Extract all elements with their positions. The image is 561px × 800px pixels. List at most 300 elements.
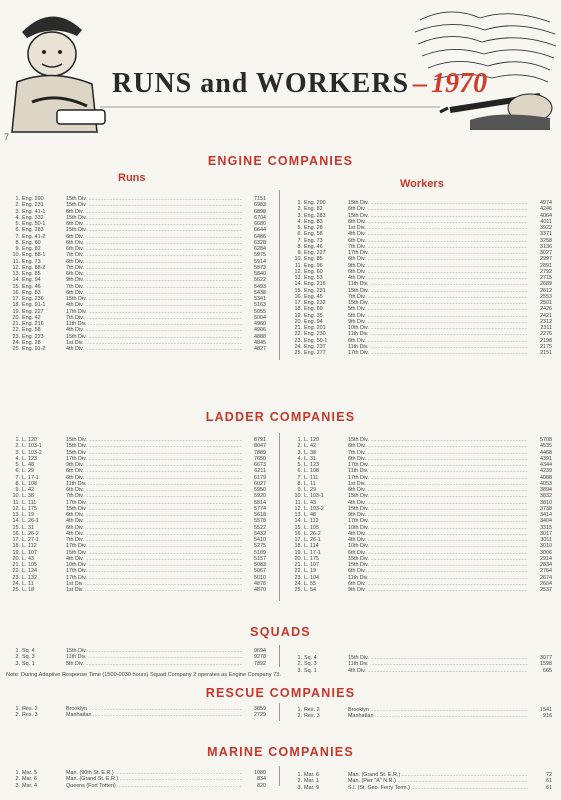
rank-number: 22.	[12, 327, 20, 334]
company-unit: Eng. 223	[22, 333, 44, 340]
division: 6th Div. .....	[348, 269, 528, 275]
company-unit: L. 108	[304, 468, 319, 475]
count-value: 2312	[540, 318, 552, 325]
company-unit: L. 55	[304, 580, 316, 587]
division: 4th Div. .....	[66, 302, 242, 308]
rank-number: 8.	[15, 480, 20, 487]
count-value: 916	[543, 713, 552, 720]
rank-number: 4.	[15, 455, 20, 462]
division: 7th Div. .....	[66, 252, 242, 258]
division: 4th Div. .....	[348, 500, 528, 506]
division: 6th Div. .....	[66, 290, 242, 296]
division: 17th Div. .....	[348, 350, 528, 356]
company-unit: L. 105	[304, 524, 319, 531]
count-value: 6027	[254, 480, 266, 487]
title-underline	[100, 104, 440, 110]
count-value: 4239	[540, 468, 552, 475]
division: 15th Div. .....	[348, 655, 528, 661]
company-unit: Eng. 83	[22, 289, 41, 296]
company-unit: L. 26-2	[22, 530, 39, 537]
division: Manhattan .....	[66, 712, 242, 718]
rank-number: 3.	[297, 212, 302, 219]
company-unit: Sq. 3	[22, 654, 35, 661]
company-unit: Eng. 94	[22, 277, 41, 284]
count-value: 2834	[540, 562, 552, 568]
company-unit: Eng. 46	[22, 283, 41, 290]
count-value: 4468	[540, 449, 552, 456]
count-value: 6328	[254, 239, 266, 246]
rank-number: 1.	[15, 648, 20, 654]
rank-number: 6.	[15, 227, 20, 234]
count-value: 9694	[254, 648, 266, 654]
division: 1st Div. .....	[66, 587, 242, 593]
rank-number: 14.	[294, 281, 302, 288]
rank-number: 19.	[12, 308, 20, 315]
rank-number: 3.	[15, 449, 20, 456]
company-unit: Eng. 82	[304, 206, 323, 213]
rank-number: 9.	[297, 487, 302, 493]
company-unit: L. 108	[22, 480, 37, 487]
division: 11th Div. .....	[348, 661, 528, 667]
company-unit: L. 11	[304, 480, 316, 487]
count-value: 5522	[254, 524, 266, 531]
company-unit: L. 107	[22, 549, 37, 556]
count-value: 5410	[254, 537, 266, 543]
count-value: 61	[546, 784, 552, 791]
count-value: 3017	[540, 530, 552, 537]
division: 7th Div. .....	[66, 284, 242, 290]
count-value: 6673	[254, 462, 266, 468]
rank-number: 13.	[294, 512, 302, 518]
division: 6th Div. .....	[348, 219, 528, 225]
count-value: 3027	[540, 250, 552, 256]
rank-number: 1.	[297, 200, 302, 206]
page-title	[112, 68, 487, 100]
company-unit: L. 107	[304, 562, 319, 568]
count-value: 8047	[254, 443, 266, 450]
division: 17th Div. .....	[348, 475, 528, 481]
division: 9th Div. .....	[348, 263, 528, 269]
rank-number: 22.	[294, 331, 302, 338]
rank-number: 12.	[12, 264, 20, 271]
rank-number: 6.	[297, 231, 302, 238]
company-unit: L. 38	[22, 493, 34, 500]
division: 7th Div. .....	[66, 493, 242, 499]
company-unit: L. 123	[22, 455, 37, 462]
rank-number: 5.	[15, 221, 20, 227]
division: 11th Div. .....	[66, 481, 242, 487]
company-unit: L. 18	[22, 587, 34, 593]
rescue-workers-list	[290, 707, 552, 720]
company-unit: Eng. 82	[22, 246, 41, 252]
division: 6th Div. .....	[66, 525, 242, 531]
rank-number: 22.	[12, 568, 20, 575]
company-unit: L. 112	[22, 543, 37, 550]
rank-number: 2.	[297, 778, 302, 785]
company-unit: Mar. 1	[304, 778, 319, 785]
count-value: 6179	[254, 474, 266, 481]
division: 4th Div. .....	[348, 537, 528, 543]
division: 4th Div. .....	[348, 531, 528, 537]
division: 17th Div. .....	[66, 456, 242, 462]
company-unit: L. 175	[304, 555, 319, 562]
company-unit: Eng. 69	[304, 306, 323, 313]
company-unit: Eng. 237	[304, 343, 326, 350]
division: 15th Div. .....	[348, 493, 528, 499]
count-value: 2175	[540, 343, 552, 350]
division: 4th Div. .....	[66, 327, 242, 333]
division: Queens (Fort Totten) .....	[66, 783, 242, 789]
company-unit: L. 42	[304, 443, 316, 450]
rank-number: 5.	[297, 225, 302, 231]
count-value: 2764	[540, 568, 552, 575]
company-unit: L. 104	[304, 574, 319, 581]
company-unit: L. 29	[22, 468, 34, 475]
division: 5th Div. .....	[66, 661, 242, 667]
count-value: 7892	[254, 660, 266, 667]
count-value: 2276	[540, 331, 552, 338]
count-value: 4088	[540, 474, 552, 481]
company-unit: Res. 2	[22, 706, 38, 712]
count-value: 5840	[254, 271, 266, 277]
division: Brooklyn .....	[66, 706, 242, 712]
company-unit: Eng. 73	[22, 258, 41, 265]
marine-runs-list	[8, 770, 266, 789]
rank-number: 1.	[15, 706, 20, 712]
count-value: 5493	[254, 283, 266, 290]
count-value: 2674	[540, 574, 552, 581]
rank-number: 10.	[12, 252, 20, 259]
division: 4th Div. .....	[66, 531, 242, 537]
column-divider	[279, 766, 280, 786]
count-value: 3136	[540, 243, 552, 250]
list-item	[290, 785, 552, 791]
count-value: 8791	[254, 437, 266, 443]
count-value: 5914	[254, 258, 266, 265]
list-item	[8, 783, 266, 789]
company-unit: Eng. 53	[304, 275, 323, 281]
count-value: 5950	[254, 487, 266, 493]
rank-number: 20.	[294, 318, 302, 325]
count-value: 2151	[540, 350, 552, 356]
division: Man. (Grand St. E.R.) .....	[348, 772, 528, 778]
company-unit: Eng. 290	[304, 200, 326, 206]
company-unit: Eng. 283	[22, 227, 44, 234]
company-unit: Eng. 277	[304, 350, 326, 356]
division: 4th Div. .....	[348, 275, 528, 281]
count-value: 7151	[254, 196, 266, 202]
company-unit: L. 38	[304, 449, 316, 456]
company-unit: Mar. 5	[22, 770, 37, 776]
column-divider	[279, 190, 280, 360]
rank-number: 10.	[294, 493, 302, 500]
division: 6th Div. .....	[348, 238, 528, 244]
count-value: 3859	[254, 706, 266, 712]
count-value: 2612	[540, 287, 552, 294]
division: 15th Div. .....	[66, 550, 242, 556]
division: 17th Div. .....	[66, 543, 242, 549]
rank-number: 25.	[12, 346, 20, 352]
division: 6th Div. .....	[348, 487, 528, 493]
count-value: 3011	[540, 537, 552, 543]
rank-number: 18.	[294, 306, 302, 313]
count-value: 2715	[540, 275, 552, 281]
count-value: 3010	[540, 543, 552, 550]
division: 11th Div. .....	[66, 321, 242, 327]
rank-number: 18.	[12, 302, 20, 309]
division: 11th Div. .....	[66, 654, 242, 660]
count-value: 4064	[540, 212, 552, 219]
rank-number: 16.	[294, 293, 302, 300]
rank-number: 2.	[15, 202, 20, 209]
count-value: 820	[257, 782, 266, 789]
company-unit: Mar. 6	[304, 772, 319, 778]
list-item	[290, 587, 552, 593]
division: 15th Div. .....	[348, 437, 528, 443]
company-unit: Eng. 227	[22, 308, 44, 315]
rank-number: 2.	[15, 654, 20, 661]
engine-workers-list	[290, 200, 552, 356]
rank-number: 13.	[12, 512, 20, 518]
count-value: 3006	[540, 549, 552, 556]
count-value: 5341	[254, 296, 266, 302]
division: 6th Div. .....	[348, 550, 528, 556]
rank-number: 15.	[294, 524, 302, 531]
rank-number: 16.	[294, 530, 302, 537]
count-value: 1598	[540, 661, 552, 668]
company-unit: L. 31	[304, 455, 316, 462]
count-value: 2914	[540, 555, 552, 562]
company-unit: Eng. 28	[304, 225, 323, 231]
division: 10th Div. .....	[348, 325, 528, 331]
rank-number: 3.	[15, 660, 20, 667]
count-value: 834	[257, 776, 266, 783]
division: 9th Div. .....	[66, 462, 242, 468]
company-unit: L. 175	[22, 505, 37, 512]
count-value: 5622	[254, 277, 266, 284]
division: 4th Div. .....	[66, 518, 242, 524]
rank-number: 17.	[12, 537, 20, 543]
company-unit: Eng. 91-1	[22, 302, 46, 309]
division: 17th Div. .....	[348, 518, 528, 524]
count-value: 3922	[540, 225, 552, 231]
count-value: 2311	[540, 325, 552, 331]
count-value: 2689	[540, 281, 552, 288]
division: 6th Div. .....	[66, 271, 242, 277]
count-value: 5004	[254, 314, 266, 321]
division: 17th Div. .....	[66, 500, 242, 506]
rank-number: 15.	[12, 283, 20, 290]
squads-runs-list	[8, 648, 266, 667]
division: 6th Div. .....	[66, 512, 242, 518]
rank-number: 21.	[294, 325, 302, 331]
rank-number: 2.	[297, 443, 302, 450]
count-value: 3404	[540, 518, 552, 525]
count-value: 3832	[540, 493, 552, 500]
rank-number: 3.	[297, 449, 302, 456]
count-value: 3738	[540, 505, 552, 512]
division: 1st Div. .....	[348, 481, 528, 487]
rank-number: 7.	[297, 237, 302, 244]
count-value: 5774	[254, 505, 266, 512]
company-unit: L. 114	[304, 543, 319, 550]
rank-number: 25.	[294, 350, 302, 356]
count-value: 6680	[254, 221, 266, 227]
division: 10th Div. .....	[348, 525, 528, 531]
rank-number: 17.	[12, 296, 20, 302]
column-divider	[279, 703, 280, 721]
division: 6th Div. .....	[348, 568, 528, 574]
company-unit: L. 19	[304, 568, 316, 575]
company-unit: L. 11	[22, 580, 34, 587]
count-value: 5157	[254, 555, 266, 562]
rank-number: 20.	[12, 555, 20, 562]
count-value: 2537	[540, 587, 552, 593]
company-unit: Eng. 41-1	[22, 208, 46, 215]
count-value: 2553	[540, 293, 552, 300]
header-banner	[0, 0, 561, 140]
list-item	[8, 661, 266, 667]
division: 15th Div. .....	[66, 443, 242, 449]
division: 7th Div. .....	[66, 265, 242, 271]
company-unit: L. 111	[22, 499, 37, 506]
division: 4th Div. .....	[348, 668, 528, 674]
count-value: 4974	[540, 200, 552, 206]
title-dash: –	[413, 68, 428, 99]
division: 17th Div. .....	[348, 250, 528, 256]
company-unit: Sq. 4	[304, 655, 317, 661]
rank-number: 1.	[297, 655, 302, 661]
company-unit: Eng. 85	[304, 256, 323, 263]
division: 4th Div. .....	[348, 231, 528, 237]
company-unit: L. 124	[22, 568, 37, 575]
rank-number: 12.	[294, 268, 302, 275]
rank-number: 3.	[15, 782, 20, 789]
division: 6th Div. .....	[66, 468, 242, 474]
count-value: 6898	[254, 208, 266, 215]
list-item	[290, 668, 552, 674]
company-unit: Sq. 3	[304, 661, 317, 668]
rank-number: 16.	[12, 289, 20, 296]
division: 15th Div. .....	[66, 334, 242, 340]
rank-number: 19.	[294, 549, 302, 556]
company-unit: Eng. 35	[304, 312, 323, 319]
division: 11th Div. .....	[348, 575, 528, 581]
company-unit: Eng. 41-2	[22, 233, 46, 240]
rank-number: 1.	[297, 772, 302, 778]
company-unit: L. 54	[304, 587, 316, 593]
count-value: 6211	[254, 468, 266, 475]
rank-number: 4.	[15, 214, 20, 221]
company-unit: L. 27-1	[22, 537, 39, 543]
company-unit: Res. 3	[304, 713, 320, 720]
rank-number: 13.	[12, 271, 20, 277]
company-unit: Eng. 216	[22, 321, 44, 327]
company-unit: Eng. 201	[304, 325, 326, 331]
company-unit: Mar. 9	[304, 784, 319, 791]
count-value: 6644	[254, 227, 266, 234]
count-value: 7889	[254, 449, 266, 456]
division: 15th Div. .....	[348, 562, 528, 568]
rank-number: 4.	[297, 455, 302, 462]
division: 15th Div. .....	[66, 437, 242, 443]
division: 17th Div. .....	[66, 309, 242, 315]
count-value: 5438	[254, 289, 266, 296]
rank-number: 21.	[12, 321, 20, 327]
division: 17th Div. .....	[66, 575, 242, 581]
company-unit: Eng. 60	[304, 268, 323, 275]
division: 5th Div. .....	[348, 313, 528, 319]
division: Brooklyn .....	[348, 707, 528, 713]
company-unit: L. 123	[304, 462, 319, 468]
company-unit: Eng. 58	[304, 231, 323, 238]
company-unit: L. 120	[22, 437, 37, 443]
rank-number: 23.	[12, 333, 20, 340]
division: 6th Div. .....	[348, 456, 528, 462]
rank-number: 9.	[15, 487, 20, 493]
count-value: 5873	[254, 264, 266, 271]
company-unit: L. 111	[304, 474, 319, 481]
company-unit: L. 103-2	[22, 449, 42, 456]
count-value: 4053	[540, 480, 552, 487]
count-value: 6486	[254, 233, 266, 240]
division: 15th Div. .....	[66, 648, 242, 654]
count-value: 4827	[254, 346, 266, 352]
company-unit: Eng. 50-1	[22, 221, 46, 227]
company-unit: L. 48	[22, 462, 34, 468]
division: 15th Div. .....	[348, 506, 528, 512]
division: Man. (90th St. E.R.) .....	[66, 770, 242, 776]
rank-number: 9.	[15, 246, 20, 252]
rank-number: 11.	[294, 499, 302, 506]
rank-number: 2.	[297, 713, 302, 720]
division: 6th Div. .....	[66, 234, 242, 240]
rank-number: 11.	[294, 262, 302, 269]
list-item	[8, 346, 266, 352]
rank-number: 6.	[15, 468, 20, 475]
company-unit: L. 26-1	[22, 518, 39, 525]
division: 6th Div. .....	[66, 221, 242, 227]
company-unit: Eng. 50-1	[304, 337, 328, 344]
division: 1st Div. .....	[66, 581, 242, 587]
count-value: 5275	[254, 543, 266, 550]
company-unit: Sq. 1	[304, 667, 317, 674]
division: 11th Div. .....	[348, 344, 528, 350]
count-value: 6704	[254, 214, 266, 221]
rank-number: 21.	[294, 562, 302, 568]
rank-number: 2.	[297, 206, 302, 213]
rank-number: 24.	[12, 580, 20, 587]
rank-number: 13.	[294, 275, 302, 281]
rank-number: 12.	[12, 505, 20, 512]
rank-number: 4.	[297, 218, 302, 225]
company-unit: Eng. 231	[22, 202, 44, 209]
rank-number: 22.	[294, 568, 302, 575]
count-value: 4960	[254, 321, 266, 327]
count-value: 3810	[540, 499, 552, 506]
count-value: 2729	[254, 712, 266, 719]
rank-number: 25.	[12, 587, 20, 593]
list-item	[8, 587, 266, 593]
rank-number: 1.	[15, 437, 20, 443]
count-value: 7650	[254, 455, 266, 462]
division: 15th Div. .....	[66, 227, 242, 233]
rank-number: 9.	[297, 250, 302, 256]
count-value: 72	[546, 772, 552, 778]
division: Manhattan .....	[348, 713, 528, 719]
division: 7th Div. .....	[66, 537, 242, 543]
section-ladder: LADDER COMPANIES	[205, 410, 356, 424]
